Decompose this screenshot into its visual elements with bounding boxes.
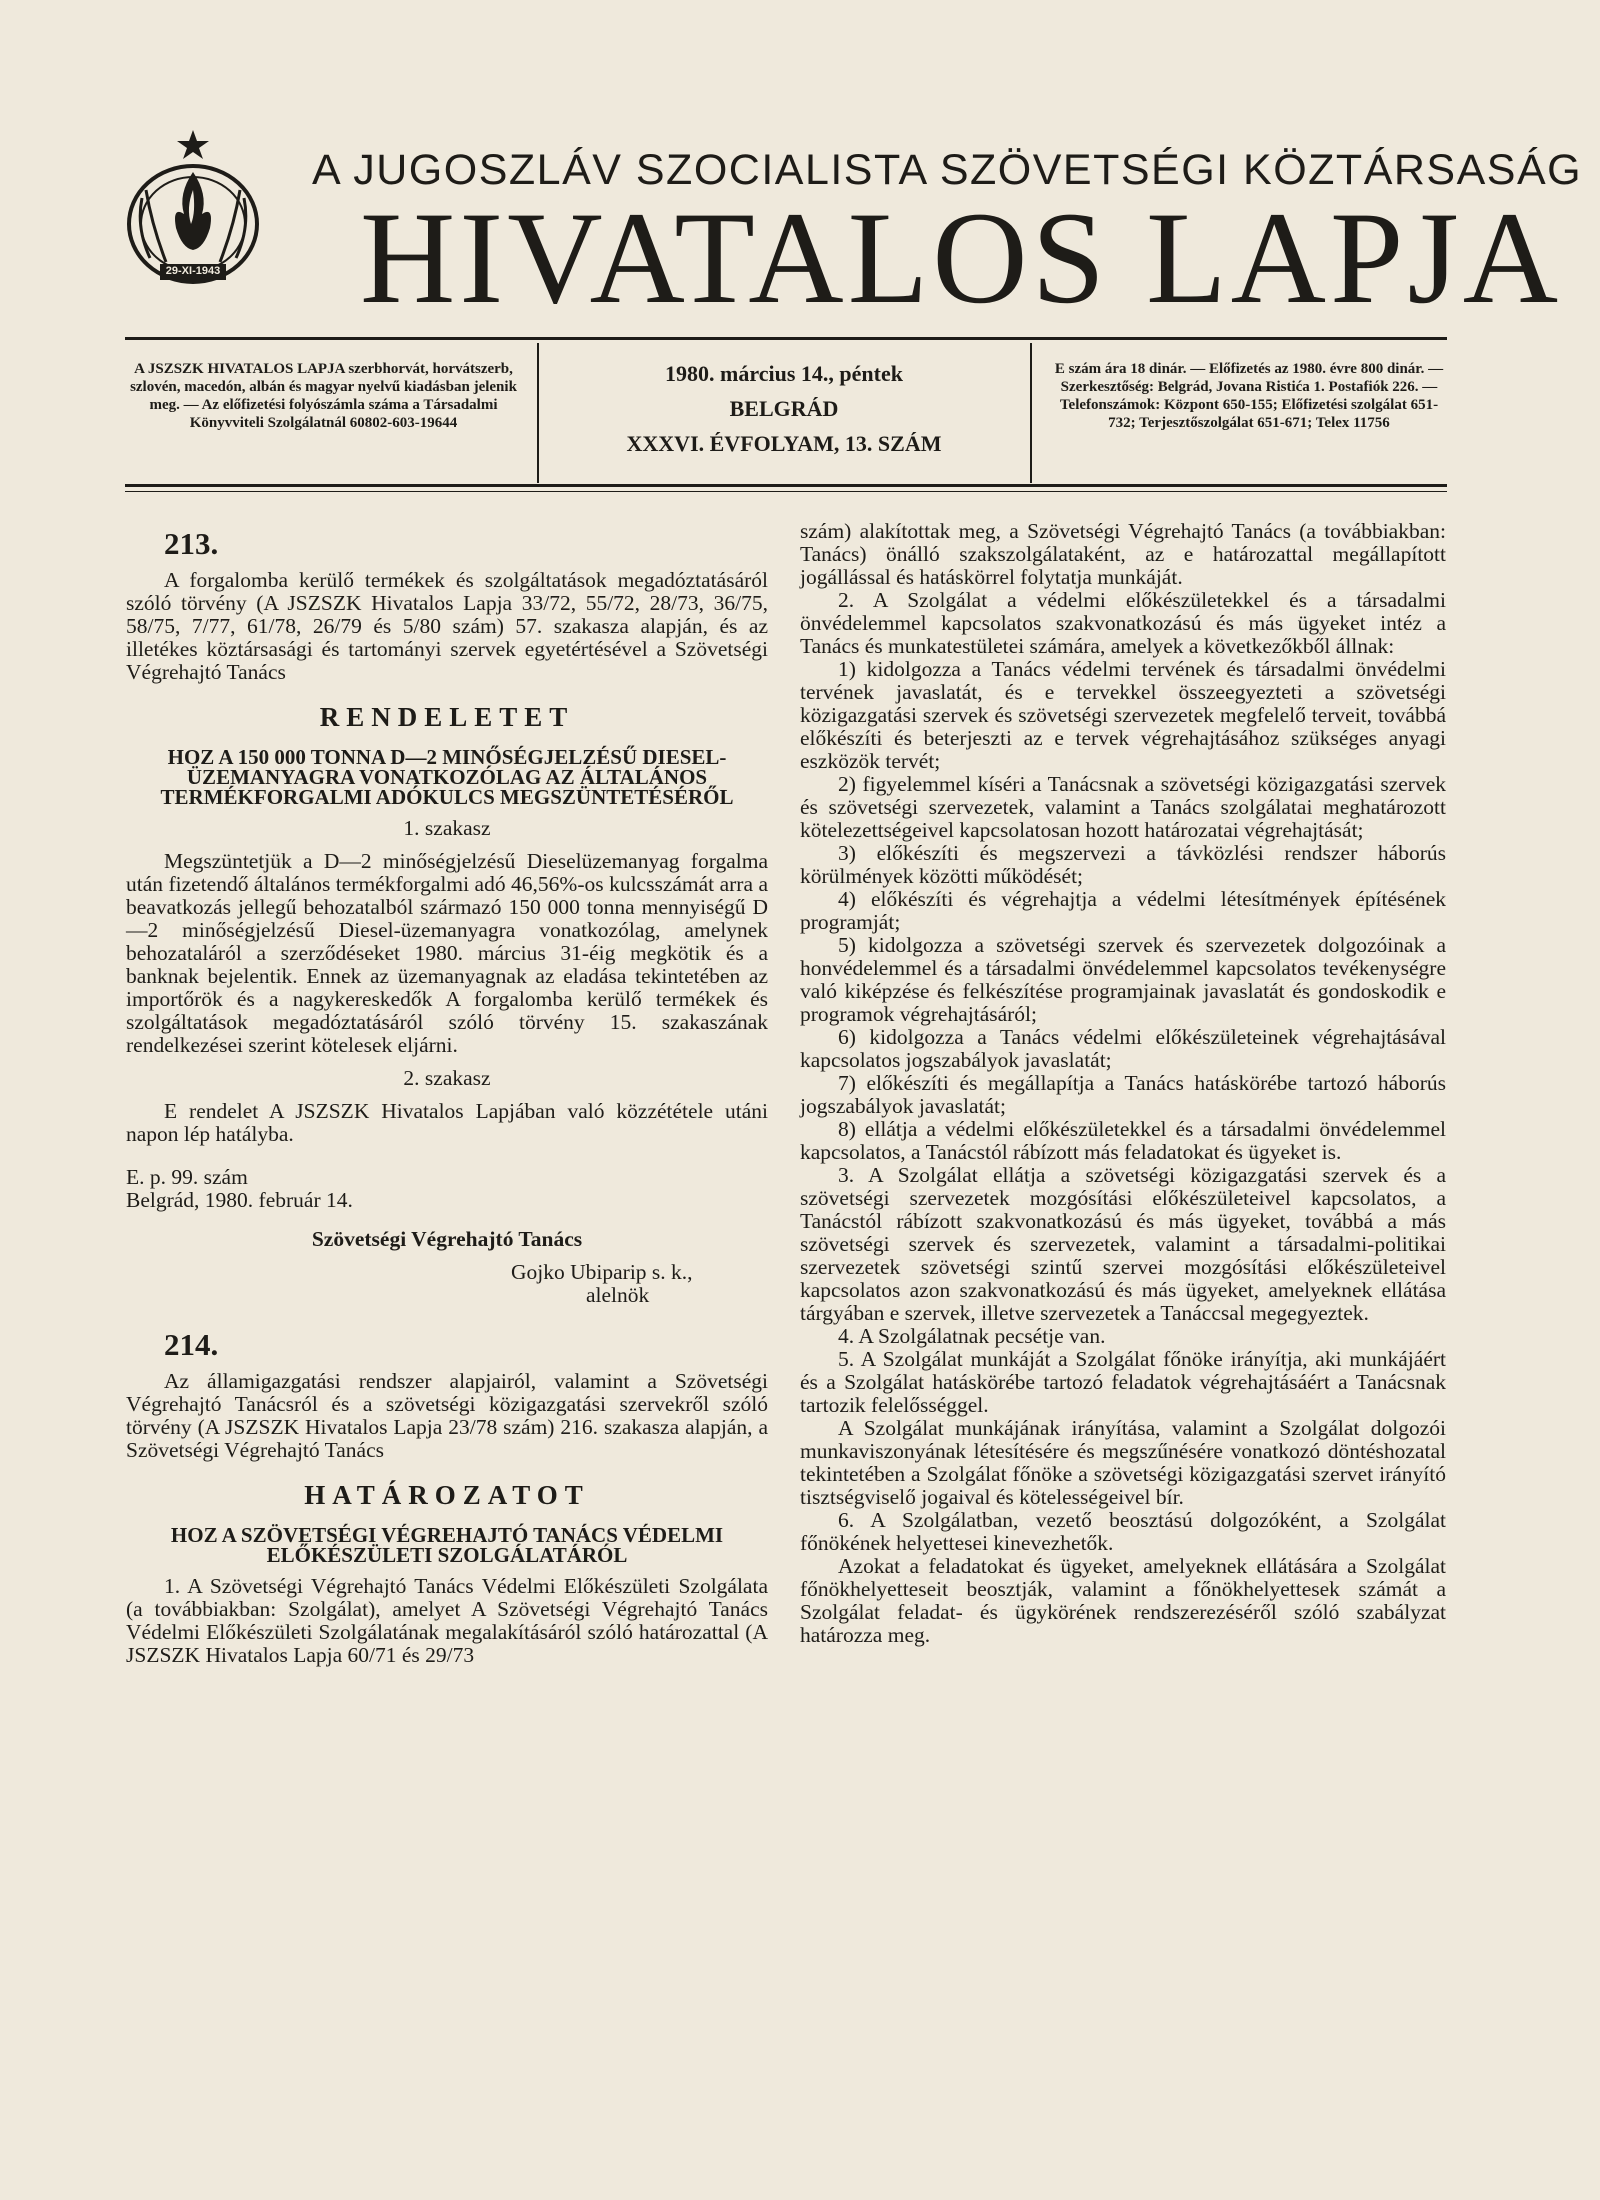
article-213-section-2: 2. szakasz: [403, 1066, 491, 1090]
task-item-1: 1) kidolgozza a Tanács védelmi tervének és társadalmi önvédelmi tervének javaslatát, és e tervekkel összeegyezteti a szövetségi közigazgatási szervek és szövetségi szervezetek megfelelő terveit, továbbá előkészíti és beterjeszti az e tervek végrehajtásához szükséges anyagi eszközök tervét;: [800, 657, 1446, 773]
article-213-signer-role: alelnök: [586, 1283, 650, 1307]
article-213-heading: RENDELETET: [319, 702, 575, 732]
task-item-3: 3) előkészíti és megszervezi a távközlési rendszer háborús körülmények közötti működését;: [800, 841, 1446, 888]
article-213-intro: A forgalomba kerülő termékek és szolgáltatások megadóztatásáról szóló törvény (A JSZSZK Hivatalos Lapja 33/72, 55/72, 28/73, 36/75, 58/75, 7/77, 61/78, 26/79 és 5/80 szám) 57. szakasza alapján, és az illetékes köztársasági és tartományi szervek egyetértésével a Szövetségi Végrehajtó Tanács: [126, 568, 768, 684]
republic-title: A JUGOSZLÁV SZOCIALISTA SZÖVETSÉGI KÖZTÁRSASÁG: [312, 146, 1583, 194]
article-214-heading: HATÁROZATOT: [304, 1480, 590, 1510]
article-214-intro: Az államigazgatási rendszer alapjairól, valamint a Szövetségi Végrehajtó Tanácsról és a szövetségi közigazgatási szervekről szóló törvény (A JSZSZK Hivatalos Lapja 23/78 szám) 216. szakasza alapján, a Szövetségi Végrehajtó Tanács: [126, 1369, 768, 1462]
task-item-2: 2) figyelemmel kíséri a Tanácsnak a szövetségi közigazgatási szervek és szövetségi szervezetek, valamint a Tanács szolgálatai meghatározott kötelezettségeivel kapcsolatosan hozott határozatai végrehajtását;: [800, 772, 1446, 842]
article-213-place-date: Belgrád, 1980. február 14.: [126, 1188, 353, 1212]
task-item-6: 6) kidolgozza a Tanács védelmi előkészületeinek végrehajtásával kapcsolatos jogszabályok javaslatát;: [800, 1025, 1446, 1072]
task-item-4: 4) előkészíti és végrehajtja a védelmi létesítmények építésének programját;: [800, 887, 1446, 934]
article-214-paragraph-2: 2. A Szolgálat a védelmi előkészületekkel és a társadalmi önvédelemmel kapcsolatos szakvonatkozású és más ügyeket intéz a Tanács és munkatestületei számára, amelyek a következőkből állnak:: [800, 588, 1446, 658]
publication-info: A JSZSZK HIVATALOS LAPJA szerbhorvát, horvátszerb, szlovén, macedón, albán és magyar nyelvű kiadásban jelenik meg. — Az előfizetési folyószámla száma a Társadalmi Könyvviteli Szolgálatnál 60802-603-19644: [130, 361, 517, 431]
article-214-paragraph-3: 3. A Szolgálat ellátja a szövetségi közigazgatási szervek és a szövetségi szervezetek mozgósítási előkészületeivel kapcsolatos, a Tanácstól rábízott szakvonatkozású és más ügyeket, továbbá a más szövetségi szervek és szervezetek, valamint a társadalmi-politikai szervezetek szövetségi szintű szervei mozgósítási előkészületeivel kapcsolatos azon szakvonatkozású és más ügyeket, amelyeknek ellátása tárgyában e szervek, illetve szervezetek a Tanáccsal megegyeztek.: [800, 1163, 1446, 1325]
article-214-number: 214.: [164, 1327, 219, 1362]
issue-city: BELGRÁD: [729, 396, 839, 421]
header-rule-bottom: [125, 484, 1447, 487]
article-214-paragraph-1: 1. A Szövetségi Végrehajtó Tanács Védelmi Előkészületi Szolgálata (a továbbiakban: Szolgálat), amelyet A Szövetségi Végrehajtó Tanács Védelmi Előkészületi Szolgálatának megalakításáról szóló határozattal (A JSZSZK Hivatalos Lapja 60/71 és 29/73: [126, 1574, 768, 1667]
article-214-paragraph-5b: A Szolgálat munkájának irányítása, valamint a Szolgálat dolgozói munkaviszonyának létesítésére és megszűnésére vonatkozó döntéshozatal tekintetében a Szolgálat főnöke a szövetségi közigazgatási szervet irányító tisztségviselő jogaival és kötelességeivel bír.: [800, 1416, 1446, 1509]
header-rule-thin: [125, 491, 1447, 492]
article-213-council: Szövetségi Végrehajtó Tanács: [311, 1227, 583, 1251]
task-item-8: 8) ellátja a védelmi előkészületekkel és a társadalmi önvédelemmel kapcsolatos, a Tanácstól rábízott más feladatokat és ügyeket is.: [800, 1117, 1446, 1164]
left-column: [126, 520, 768, 1667]
article-214-paragraph-6: 6. A Szolgálatban, vezető beosztású dolgozóként, a Szolgálat főnökének helyettesei kinevezhetők.: [800, 1508, 1446, 1555]
issue-info: [545, 356, 1023, 461]
article-214-subheading: HOZ A SZÖVETSÉGI VÉGREHAJTÓ TANÁCS VÉDELMI ELŐKÉSZÜLETI SZOLGÁLATÁRÓL: [170, 1523, 724, 1567]
article-213-paragraph-1: Megszüntetjük a D—2 minőségjelzésű Dieselüzemanyag forgalma után fizetendő általános termékforgalmi adó 46,56%-os kulcsszámát arra a beavatkozás jellegű behozatalból származó 150 000 tonna mennyiségű D—2 minőségjelzésű Diesel-üzemanyagra vonatkozólag, amelynek behozataláról a szerződéseket 1980. március 31-éig megkötik és a banknak bejelentik. Ennek az üzemanyagnak az eladása tekintetében az importőrök és a nagykereskedők A forgalomba kerülő termékek és szolgáltatások megadóztatásáról szóló törvény 15. szakaszának rendelkezései szerint kötelesek eljárni.: [126, 849, 768, 1057]
header-divider-right: [1030, 343, 1032, 483]
issue-volume: XXXVI. ÉVFOLYAM, 13. SZÁM: [626, 431, 942, 456]
task-item-5: 5) kidolgozza a szövetségi szervek és szervezetek dolgozóinak a honvédelemmel és a társadalmi önvédelemmel kapcsolatos tevékenységre való kiképzése és felkészítése programjainak javaslatát és gondoskodik e programok végrehajtásáról;: [800, 933, 1446, 1026]
emblem-date-label: 29-XI-1943: [165, 265, 221, 277]
right-column: [800, 520, 1446, 1647]
issue-date: 1980. március 14., péntek: [665, 361, 903, 386]
article-214-paragraph-1-cont: szám) alakítottak meg, a Szövetségi Végrehajtó Tanács (a továbbiakban: Tanács) önálló szakszolgálataként, az e határozattal megállapított jogállással és hatáskörrel folytatja munkáját.: [800, 519, 1446, 589]
article-213-section-1: 1. szakasz: [403, 816, 491, 840]
article-213-number: 213.: [164, 526, 219, 561]
price-contact-info: E szám ára 18 dinár. — Előfizetés az 1980. évre 800 dinár. — Szerkesztőség: Belgrád, Jovana Ristića 1. Postafiók 226. — Telefonszámok: Központ 650-155; Előfizetési szolgálat 651-732; Terjesztőszolgálat 651-671; Telex 11756: [1054, 361, 1444, 431]
article-213-signer: Gojko Ubiparip s. k.,: [511, 1260, 693, 1284]
header-rule-top: [125, 337, 1447, 340]
article-214-paragraph-6b: Azokat a feladatokat és ügyeket, amelyeknek ellátására a Szolgálat főnökhelyetteseit beosztják, valamint a főnökhelyettesek számát a Szolgálat feladat- és ügykörének rendszerezéséről szóló szabályzat határozza meg.: [800, 1554, 1446, 1647]
masthead-title: HIVATALOS LAPJA: [360, 184, 1563, 331]
article-213-subheading: HOZ A 150 000 TONNA D—2 MINŐSÉGJELZÉSŰ DIESEL-ÜZEMANYAGRA VONATKOZÓLAG AZ ÁLTALÁNOS TERMÉKFORGALMI ADÓKULCS MEGSZÜNTETÉSÉRŐL: [160, 745, 734, 809]
header-divider-left: [537, 343, 539, 483]
article-214-paragraph-5: 5. A Szolgálat munkáját a Szolgálat főnöke irányítja, aki munkájáért és a Szolgálat hatáskörébe tartozó feladatok végrehajtásáért a Tanácsnak tartozik felelősséggel.: [800, 1347, 1446, 1417]
task-item-7: 7) előkészíti és megállapítja a Tanács hatáskörébe tartozó háborús jogszabályok javaslatát;: [800, 1071, 1446, 1118]
article-213-reference: E. p. 99. szám: [126, 1165, 248, 1189]
article-214-paragraph-4: 4. A Szolgálatnak pecsétje van.: [838, 1324, 1106, 1348]
article-213-paragraph-2: E rendelet A JSZSZK Hivatalos Lapjában való közzététele utáni napon lép hatályba.: [126, 1099, 768, 1146]
